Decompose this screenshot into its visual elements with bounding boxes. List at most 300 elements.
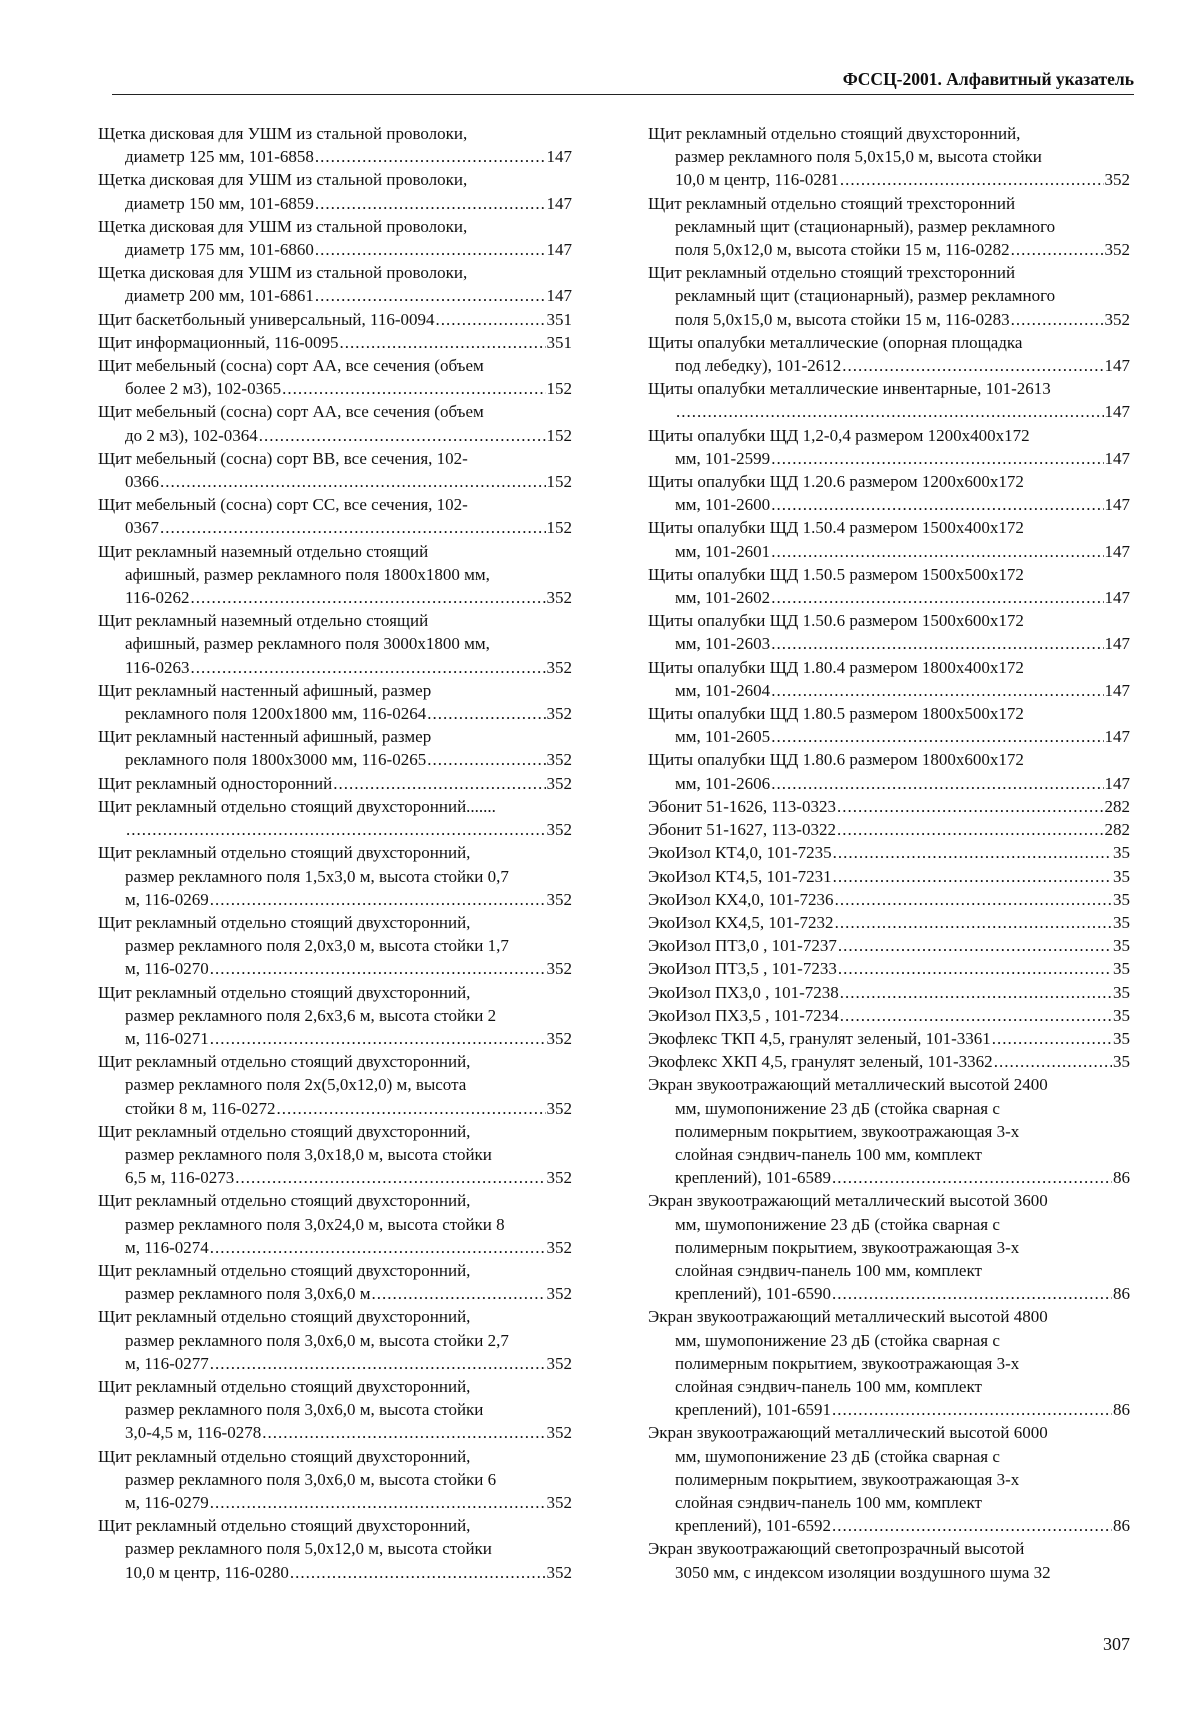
entry-text: поля 5,0х15,0 м, высота стойки 15 м, 116-0283 (675, 309, 1010, 329)
index-entry (98, 168, 572, 214)
index-entry (98, 1375, 572, 1445)
entry-page-number: 147 (1104, 495, 1130, 515)
entry-text: размер рекламного поля 2,0х3,0 м, высота стойки 1,7 (125, 936, 509, 956)
entry-text: 116-0262 (125, 588, 190, 608)
entry-page-number: 152 (546, 472, 572, 492)
index-entry (98, 1050, 572, 1120)
index-entry (648, 934, 1130, 957)
entry-line-with-page (648, 586, 1130, 609)
dot-leader (282, 377, 545, 400)
entry-text: Щит рекламный отдельно стоящий двухсторонний, (98, 1516, 471, 1536)
entry-page-number: 352 (1104, 170, 1130, 190)
entry-page-number: 147 (546, 147, 572, 167)
entry-text: слойная сэндвич-панель 100 мм, комплект (675, 1492, 982, 1512)
dot-leader (160, 470, 546, 493)
dot-leader (835, 911, 1112, 934)
dot-leader (372, 1282, 546, 1305)
entry-line-with-page (648, 772, 1130, 795)
index-entry (98, 772, 572, 795)
entry-text: Щит рекламный настенный афишный, размер (98, 680, 432, 700)
dot-leader (840, 168, 1104, 191)
entry-text: Щит рекламный отдельно стоящий двухсторонний, (98, 843, 471, 863)
entry-text: ЭкоИзол КХ4,5, 101-7232 (648, 912, 834, 932)
entry-text: Щетка дисковая для УШМ из стальной проволоки, (98, 170, 468, 190)
entry-text: Щит рекламный отдельно стоящий двухсторонний, (98, 982, 471, 1002)
dot-leader (210, 1027, 546, 1050)
entry-text: Щит мебельный (сосна) сорт АА, все сечения (объем (98, 356, 484, 376)
entry-text: полимерным покрытием, звукоотражающая 3-х (675, 1353, 1020, 1373)
entry-text: афишный, размер рекламного поля 3000х1800 мм, (125, 634, 490, 654)
dot-leader (427, 702, 545, 725)
index-entry (98, 841, 572, 911)
entry-text: м, 116-0269 (125, 889, 209, 909)
index-entry (98, 354, 572, 400)
entry-page-number: 147 (546, 193, 572, 213)
entry-page-number: 352 (1104, 309, 1130, 329)
entry-line-with-page (98, 1491, 572, 1514)
entry-text: Экофлекс ТКП 4,5, гранулят зеленый, 101-3361 (648, 1028, 991, 1048)
entry-text: Щит рекламный отдельно стоящий двухсторонний, (648, 124, 1021, 143)
entry-text: поля 5,0х12,0 м, высота стойки 15 м, 116-0282 (675, 240, 1010, 260)
entry-line-with-page (98, 1236, 572, 1259)
entry-page-number: 152 (546, 518, 572, 538)
entry-page-number: 86 (1113, 1516, 1130, 1536)
entry-line-with-page (648, 981, 1130, 1004)
index-entry (98, 540, 572, 610)
entry-text: мм, 101-2600 (675, 495, 771, 515)
dot-leader (290, 1561, 546, 1584)
entry-text: рекламного поля 1200х1800 мм, 116-0264 (125, 704, 427, 724)
entry-text: Щит баскетбольный универсальный, 116-0094 (98, 309, 435, 329)
entry-page-number: 352 (546, 889, 572, 909)
entry-text: слойная сэндвич-панель 100 мм, комплект (675, 1144, 982, 1164)
entry-page-number: 147 (1104, 402, 1130, 422)
entry-text: размер рекламного поля 2,6х3,6 м, высота стойки 2 (125, 1005, 497, 1025)
index-entry (98, 261, 572, 307)
index-entry (648, 1004, 1130, 1027)
index-entry (98, 1120, 572, 1190)
entry-text: мм, шумопонижение 23 дБ (стойка сварная с (675, 1446, 1000, 1466)
entry-text: Щит рекламный отдельно стоящий двухсторонний, (98, 1260, 471, 1280)
entry-text: Щиты опалубки ЩД 1.80.4 размером 1800х400х172 (648, 657, 1024, 677)
dot-leader (842, 354, 1103, 377)
entry-text: Экран звукоотражающий металлический высотой 2400 (648, 1075, 1048, 1095)
entry-text: Эбонит 51-1626, 113-0323 (648, 796, 836, 816)
entry-text: Щит рекламный наземный отдельно стоящий (98, 541, 429, 561)
entry-text: полимерным покрытием, звукоотражающая 3-х (675, 1237, 1020, 1257)
entry-line-with-page (98, 818, 572, 841)
entry-text: Щетка дисковая для УШМ из стальной проволоки, (98, 263, 468, 283)
dot-leader (771, 632, 1103, 655)
entry-line-with-page (98, 888, 572, 911)
entry-line-with-page (98, 516, 572, 539)
dot-leader (315, 284, 546, 307)
entry-page-number: 35 (1113, 843, 1130, 863)
index-entry (98, 795, 572, 841)
entry-text: размер рекламного поля 3,0х6,0 м, высота стойки 2,7 (125, 1330, 509, 1350)
entry-line-with-page (648, 818, 1130, 841)
entry-text: 10,0 м центр, 116-0281 (675, 170, 839, 190)
entry-line-with-page (648, 957, 1130, 980)
entry-line-with-page (98, 308, 572, 331)
entry-text: размер рекламного поля 5,0х15,0 м, высота стойки (675, 147, 1042, 167)
entry-text: мм, 101-2604 (675, 680, 771, 700)
entry-page-number: 147 (1104, 541, 1130, 561)
entry-page-number: 35 (1113, 982, 1130, 1002)
entry-line-with-page (648, 1166, 1130, 1189)
index-entry (648, 192, 1130, 262)
dot-leader (191, 656, 546, 679)
dot-leader (771, 493, 1103, 516)
index-entry (648, 957, 1130, 980)
entry-page-number: 35 (1113, 936, 1130, 956)
index-entry (648, 377, 1130, 423)
entry-line-with-page (648, 865, 1130, 888)
entry-text: ЭкоИзол КТ4,0, 101-7235 (648, 843, 832, 863)
entry-text: Щиты опалубки металлические (опорная площадка (648, 332, 1023, 352)
index-entry (648, 331, 1130, 377)
entry-line-with-page (648, 354, 1130, 377)
entry-line-with-page (98, 192, 572, 215)
dot-leader (771, 725, 1103, 748)
index-entry (648, 1305, 1130, 1421)
entry-text: размер рекламного поля 2х(5,0х12,0) м, высота (125, 1075, 467, 1095)
entry-text: ЭкоИзол ПХ3,5 , 101-7234 (648, 1005, 839, 1025)
entry-text: ЭкоИзол КТ4,5, 101-7231 (648, 866, 832, 886)
entry-line-with-page (648, 841, 1130, 864)
entry-text: мм, 101-2603 (675, 634, 771, 654)
entry-text: ЭкоИзол КХ4,0, 101-7236 (648, 889, 834, 909)
index-entry (98, 493, 572, 539)
index-entry (648, 911, 1130, 934)
dot-leader (210, 888, 546, 911)
header-title: ФССЦ-2001. Алфавитный указатель (842, 69, 1134, 89)
entry-text: Щиты опалубки ЩД 1.20.6 размером 1200х600х172 (648, 472, 1024, 492)
dot-leader (838, 957, 1112, 980)
dot-leader (771, 540, 1103, 563)
index-entry (98, 1259, 572, 1305)
entry-page-number: 352 (546, 1237, 572, 1257)
index-entry (648, 702, 1130, 748)
entry-line-with-page (98, 1282, 572, 1305)
entry-text: Щит рекламный отдельно стоящий двухсторонний....... (98, 796, 496, 816)
entry-line-with-page (648, 1027, 1130, 1050)
dot-leader (1011, 308, 1104, 331)
dot-leader (191, 586, 546, 609)
index-entry (648, 656, 1130, 702)
entry-text: размер рекламного поля 3,0х6,0 м, высота стойки (125, 1400, 484, 1420)
entry-text: до 2 м3), 102-0364 (125, 425, 258, 445)
index-entry (648, 865, 1130, 888)
dot-leader (210, 1236, 546, 1259)
entry-text: Щит рекламный отдельно стоящий двухсторонний, (98, 1376, 471, 1396)
dot-leader (832, 1282, 1112, 1305)
entry-page-number: 352 (546, 704, 572, 724)
dot-leader (235, 1166, 545, 1189)
index-entry (648, 516, 1130, 562)
dot-leader (340, 331, 546, 354)
entry-line-with-page (98, 1561, 572, 1584)
entry-text: полимерным покрытием, звукоотражающая 3-х (675, 1469, 1020, 1489)
page-header (112, 68, 1134, 95)
entry-text: ЭкоИзол ПТ3,0 , 101-7237 (648, 936, 837, 956)
index-column-left (98, 122, 572, 1584)
entry-page-number: 352 (546, 1353, 572, 1373)
entry-page-number: 147 (1104, 634, 1130, 654)
dot-leader (333, 772, 545, 795)
index-entry (98, 1189, 572, 1259)
entry-text: 116-0263 (125, 657, 190, 677)
entry-line-with-page (98, 1027, 572, 1050)
entry-line-with-page (648, 934, 1130, 957)
dot-leader (833, 841, 1112, 864)
dot-leader (160, 516, 546, 539)
dot-leader (315, 192, 546, 215)
dot-leader (840, 981, 1112, 1004)
index-entry (648, 470, 1130, 516)
entry-text: креплений), 101-6590 (675, 1284, 832, 1304)
index-entry (98, 1305, 572, 1375)
entry-line-with-page (648, 632, 1130, 655)
entry-text: мм, 101-2601 (675, 541, 771, 561)
entry-page-number: 152 (546, 425, 572, 445)
dot-leader (277, 1097, 546, 1120)
entry-page-number: 35 (1113, 889, 1130, 909)
entry-text: Щиты опалубки ЩД 1.50.4 размером 1500х400х172 (648, 518, 1024, 538)
index-entry (648, 122, 1130, 192)
entry-line-with-page (98, 1352, 572, 1375)
entry-page-number: 35 (1113, 1028, 1130, 1048)
index-entry (98, 609, 572, 679)
entry-page-number: 147 (1104, 727, 1130, 747)
entry-text: 0366 (125, 472, 159, 492)
entry-line-with-page (98, 1166, 572, 1189)
entry-text: м, 116-0270 (125, 959, 209, 979)
index-entry (98, 1514, 572, 1584)
dot-leader (771, 586, 1103, 609)
index-entry (98, 1445, 572, 1515)
entry-text: м, 116-0274 (125, 1237, 209, 1257)
entry-text: размер рекламного поля 3,0х6,0 м (125, 1284, 371, 1304)
dot-leader (771, 679, 1103, 702)
dot-leader (771, 447, 1103, 470)
entry-text: мм, шумопонижение 23 дБ (стойка сварная с (675, 1098, 1000, 1118)
index-entry (648, 888, 1130, 911)
entry-page-number: 35 (1113, 1052, 1130, 1072)
entry-page-number: 352 (546, 1028, 572, 1048)
entry-page-number: 147 (546, 286, 572, 306)
entry-text: м, 116-0279 (125, 1492, 209, 1512)
entry-line-with-page (648, 1514, 1130, 1537)
dot-leader (835, 888, 1112, 911)
entry-text: Экран звукоотражающий металлический высотой 6000 (648, 1423, 1048, 1443)
index-entry (648, 818, 1130, 841)
entry-text: креплений), 101-6592 (675, 1516, 832, 1536)
entry-text: Щит рекламный отдельно стоящий трехсторонний (648, 263, 1016, 283)
entry-page-number: 147 (546, 240, 572, 260)
entry-page-number: 352 (546, 1284, 572, 1304)
dot-leader (833, 865, 1112, 888)
entry-line-with-page (648, 1050, 1130, 1073)
entry-text: Щит мебельный (сосна) сорт ВВ, все сечения, 102- (98, 448, 468, 468)
index-entry (98, 725, 572, 771)
index-entry (648, 981, 1130, 1004)
dot-leader (832, 1398, 1112, 1421)
entry-line-with-page (98, 957, 572, 980)
index-entry (98, 215, 572, 261)
entry-page-number: 352 (546, 773, 572, 793)
entry-text: мм, 101-2599 (675, 448, 771, 468)
page-number: 307 (1103, 1634, 1130, 1654)
entry-text: Щит рекламный отдельно стоящий двухсторонний, (98, 1446, 471, 1466)
entry-page-number: 35 (1113, 1005, 1130, 1025)
index-entry (98, 308, 572, 331)
dot-leader (210, 1491, 546, 1514)
entry-line-with-page (648, 400, 1130, 423)
entry-text: Щит рекламный отдельно стоящий двухсторонний, (98, 1052, 471, 1072)
entry-page-number: 351 (546, 309, 572, 329)
entry-text: Экофлекс ХКП 4,5, гранулят зеленый, 101-3362 (648, 1052, 993, 1072)
entry-text: Щит рекламный отдельно стоящий двухсторонний, (98, 1191, 471, 1211)
entry-page-number: 35 (1113, 912, 1130, 932)
dot-leader (262, 1421, 545, 1444)
dot-leader (126, 818, 546, 841)
index-entry (98, 981, 572, 1051)
entry-line-with-page (98, 331, 572, 354)
entry-text: 10,0 м центр, 116-0280 (125, 1562, 289, 1582)
index-entry (648, 1421, 1130, 1537)
entry-text: диаметр 150 мм, 101-6859 (125, 193, 314, 213)
entry-text: Щит рекламный отдельно стоящий двухсторонний, (98, 912, 471, 932)
entry-text: Щит мебельный (сосна) сорт АА, все сечения (объем (98, 402, 484, 422)
entry-line-with-page (98, 1097, 572, 1120)
entry-line-with-page (648, 888, 1130, 911)
entry-page-number: 282 (1104, 820, 1130, 840)
index-entry (648, 609, 1130, 655)
entry-text: Щит рекламный отдельно стоящий трехсторонний (648, 193, 1016, 213)
index-entry (648, 748, 1130, 794)
entry-text: мм, 101-2605 (675, 727, 771, 747)
entry-line-with-page (98, 424, 572, 447)
index-entry (648, 424, 1130, 470)
entry-text: Экран звукоотражающий металлический высотой 4800 (648, 1307, 1048, 1327)
entry-line-with-page (648, 238, 1130, 261)
index-entry (98, 911, 572, 981)
entry-line-with-page (98, 656, 572, 679)
entry-text: слойная сэндвич-панель 100 мм, комплект (675, 1376, 982, 1396)
entry-text: м, 116-0271 (125, 1028, 209, 1048)
dot-leader (840, 1004, 1112, 1027)
entry-line-with-page (98, 284, 572, 307)
index-entry (648, 1073, 1130, 1189)
entry-line-with-page (648, 447, 1130, 470)
entry-text: ЭкоИзол ПТ3,5 , 101-7233 (648, 959, 837, 979)
entry-text: более 2 м3), 102-0365 (125, 379, 282, 399)
entry-page-number: 147 (1104, 680, 1130, 700)
entry-line-with-page (98, 470, 572, 493)
dot-leader (676, 400, 1104, 423)
dot-leader (427, 748, 545, 771)
entry-text: креплений), 101-6591 (675, 1400, 832, 1420)
entry-page-number: 147 (1104, 773, 1130, 793)
index-entry (648, 795, 1130, 818)
entry-page-number: 352 (546, 657, 572, 677)
entry-line-with-page (648, 1004, 1130, 1027)
entry-text: размер рекламного поля 3,0х6,0 м, высота стойки 6 (125, 1469, 497, 1489)
entry-page-number: 282 (1104, 796, 1130, 816)
entry-line-with-page (98, 1421, 572, 1444)
entry-text: 3,0-4,5 м, 116-0278 (125, 1423, 262, 1443)
entry-text: Эбонит 51-1627, 113-0322 (648, 820, 836, 840)
entry-line-with-page (648, 493, 1130, 516)
index-entry (98, 400, 572, 446)
entry-page-number: 352 (546, 588, 572, 608)
entry-page-number: 35 (1113, 959, 1130, 979)
entry-page-number: 352 (546, 750, 572, 770)
entry-text: рекламный щит (стационарный), размер рекламного (675, 216, 1056, 236)
index-entry (648, 1189, 1130, 1305)
entry-page-number: 86 (1113, 1168, 1130, 1188)
entry-text: мм, шумопонижение 23 дБ (стойка сварная с (675, 1214, 1000, 1234)
entry-line-with-page (648, 795, 1130, 818)
entry-text: Щиты опалубки ЩД 1.80.5 размером 1800х500х172 (648, 704, 1024, 724)
entry-text: Щит рекламный односторонний (98, 773, 333, 793)
entry-text: полимерным покрытием, звукоотражающая 3-х (675, 1121, 1020, 1141)
entry-text: Экран звукоотражающий светопрозрачный высотой (648, 1539, 1025, 1559)
index-entry (98, 447, 572, 493)
entry-text: рекламного поля 1800х3000 мм, 116-0265 (125, 750, 427, 770)
entry-text: Щетка дисковая для УШМ из стальной проволоки, (98, 216, 468, 236)
dot-leader (832, 1166, 1112, 1189)
index-entry (98, 122, 572, 168)
entry-text: Щит рекламный наземный отдельно стоящий (98, 611, 429, 631)
entry-text: Щиты опалубки ЩД 1.50.6 размером 1500х600х172 (648, 611, 1024, 631)
dot-leader (259, 424, 546, 447)
entry-text: диаметр 175 мм, 101-6860 (125, 240, 314, 260)
entry-text: Щит рекламный настенный афишный, размер (98, 727, 432, 747)
entry-text: мм, 101-2606 (675, 773, 771, 793)
entry-text: Щиты опалубки ЩД 1.80.6 размером 1800х600х172 (648, 750, 1024, 770)
entry-page-number: 152 (546, 379, 572, 399)
entry-line-with-page (648, 308, 1130, 331)
entry-line-with-page (648, 1398, 1130, 1421)
entry-line-with-page (648, 911, 1130, 934)
entry-text: ЭкоИзол ПХ3,0 , 101-7238 (648, 982, 839, 1002)
entry-page-number: 352 (546, 1098, 572, 1118)
entry-page-number: 147 (1104, 356, 1130, 376)
dot-leader (436, 308, 546, 331)
dot-leader (992, 1027, 1112, 1050)
entry-text: мм, 101-2602 (675, 588, 771, 608)
entry-page-number: 147 (1104, 588, 1130, 608)
entry-page-number: 352 (546, 1423, 572, 1443)
dot-leader (837, 818, 1104, 841)
entry-text: размер рекламного поля 3,0х24,0 м, высота стойки 8 (125, 1214, 505, 1234)
entry-text: Щиты опалубки металлические инвентарные, 101-2613 (648, 379, 1051, 399)
dot-leader (210, 1352, 546, 1375)
index-entry (98, 679, 572, 725)
entry-line-with-page (98, 377, 572, 400)
entry-text: креплений), 101-6589 (675, 1168, 832, 1188)
entry-text: Щит информационный, 116-0095 (98, 332, 339, 352)
index-column-right (648, 122, 1130, 1584)
entry-line-with-page (98, 238, 572, 261)
entry-page-number: 86 (1113, 1284, 1130, 1304)
entry-page-number: 352 (546, 1562, 572, 1582)
dot-leader (315, 238, 546, 261)
entry-text: диаметр 200 мм, 101-6861 (125, 286, 314, 306)
entry-text: размер рекламного поля 3,0х18,0 м, высота стойки (125, 1144, 492, 1164)
